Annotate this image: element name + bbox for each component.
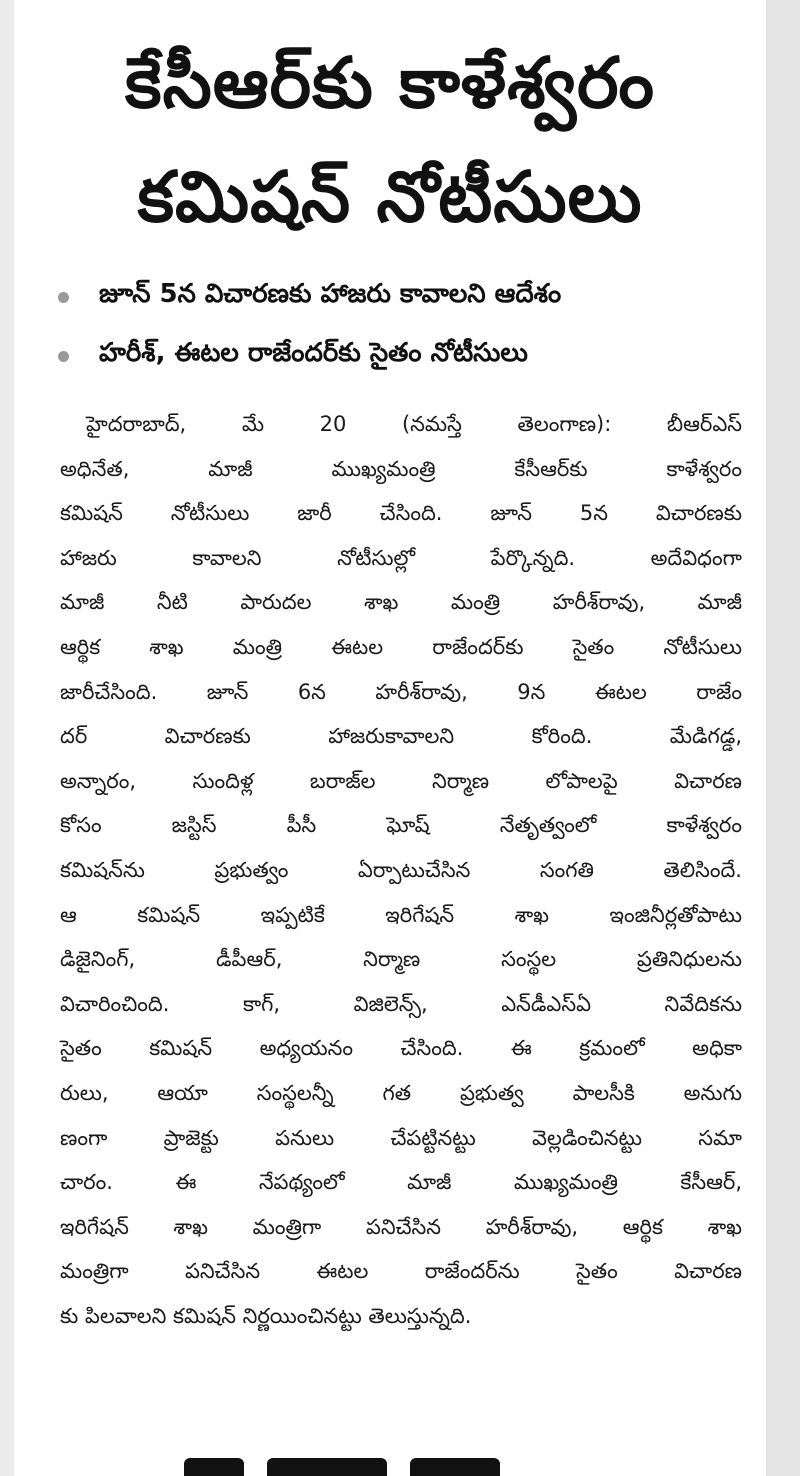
bullet-dot-icon: [58, 351, 69, 362]
newspaper-clipping: [14, 0, 766, 1476]
article-line: మాజీ నీటి పారుదల శాఖ మంత్రి హరీశ్‌రావు, మాజీ: [60, 590, 742, 615]
article-line: కమిషన్‌ నోటీసులు జారీ చేసింది. జూన్‌ 5న విచారణకు: [60, 501, 742, 526]
article-line: అన్నారం, సుందిళ్ల బరాజ్‌ల నిర్మాణ లోపాలపై విచారణ: [60, 768, 742, 793]
article-line: ఇరిగేషన్‌ శాఖ మంత్రిగా పనిచేసిన హరీశ్‌రావు, ఆర్థిక శాఖ: [60, 1214, 742, 1239]
subheading-text: జూన్‌ 5న విచారణకు హాజరు కావాలని ఆదేశం: [99, 279, 562, 309]
background-edge: [766, 0, 800, 1476]
article-body: [60, 402, 742, 1338]
article-line: హాజరు కావాలని నోటీసుల్లో పేర్కొన్నది. అదేవిధంగా: [60, 545, 742, 570]
cropped-glyph: [410, 1458, 500, 1476]
cropped-glyph: [184, 1458, 244, 1476]
article-line: అధినేత, మాజీ ముఖ్యమంత్రి కేసీఆర్‌కు కాళేశ్వరం: [60, 456, 742, 481]
article-line: మంత్రిగా పనిచేసిన ఈటల రాజేందర్‌ను సైతం విచారణ: [60, 1259, 742, 1284]
article-line: రులు, ఆయా సంస్థలన్నీ గత ప్రభుత్వ పాలసీకి అనుగు: [60, 1080, 742, 1105]
cropped-next-heading: [184, 1458, 604, 1476]
article-line: విచారించింది. కాగ్‌, విజిలెన్స్‌, ఎన్‌డీఎస్‌ఏ నివేదికను: [60, 991, 742, 1016]
subheading-bullet-2: [58, 331, 758, 381]
article-line: హైదరాబాద్‌, మే 20 (నమస్తే తెలంగాణ): బీఆర్‌ఎస్‌: [86, 412, 742, 436]
bullet-dot-icon: [58, 292, 69, 303]
article-line: చారం. ఈ నేపథ్యంలో మాజీ ముఖ్యమంత్రి కేసీఆర్‌,: [60, 1170, 742, 1195]
article-line: సైతం కమిషన్‌ అధ్యయనం చేసింది. ఈ క్రమంలో అధికా: [60, 1036, 742, 1061]
headline-line-1: కేసీఆర్‌కు కాళేశ్వరం: [125, 42, 655, 124]
subheading-bullet-1: [58, 272, 758, 322]
article-line: దర్‌ విచారణకు హాజరుకావాలని కోరింది. మేడిగడ్డ,: [60, 724, 742, 749]
article-line: ణంగా ప్రాజెక్టు పనులు చేపట్టినట్టు వెల్లడించినట్టు సమా: [60, 1125, 742, 1150]
article-line: కు పిలవాలని కమిషన్‌ నిర్ణయించినట్టు తెలుస్తున్నది.: [60, 1303, 472, 1328]
article-line: డిజైనింగ్‌, డీపీఆర్‌, నిర్మాణ సంస్థల ప్రతినిధులను: [60, 947, 742, 972]
article-line: కోసం జస్టిస్‌ పీసీ ఘోష్‌ నేతృత్వంలో కాళేశ్వరం: [60, 813, 742, 838]
article-line: కమిషన్‌ను ప్రభుత్వం ఏర్పాటుచేసిన సంగతి తెలిసిందే.: [60, 857, 742, 882]
article-line: జారీచేసింది. జూన్‌ 6న హరీశ్‌రావు, 9న ఈటల రాజేం: [60, 679, 742, 704]
article-line: ఆ కమిషన్‌ ఇప్పటికే ఇరిగేషన్‌ శాఖ ఇంజినీర్లతోపాటు: [60, 902, 742, 927]
cropped-glyph: [267, 1458, 387, 1476]
headline-line-2: కమిషన్‌ నోటీసులు: [137, 156, 643, 238]
subheading-text: హరీశ్‌, ఈటల రాజేందర్‌కు సైతం నోటీసులు: [99, 338, 528, 368]
article-line: ఆర్థిక శాఖ మంత్రి ఈటల రాజేందర్‌కు సైతం నోటీసులు: [60, 634, 742, 659]
